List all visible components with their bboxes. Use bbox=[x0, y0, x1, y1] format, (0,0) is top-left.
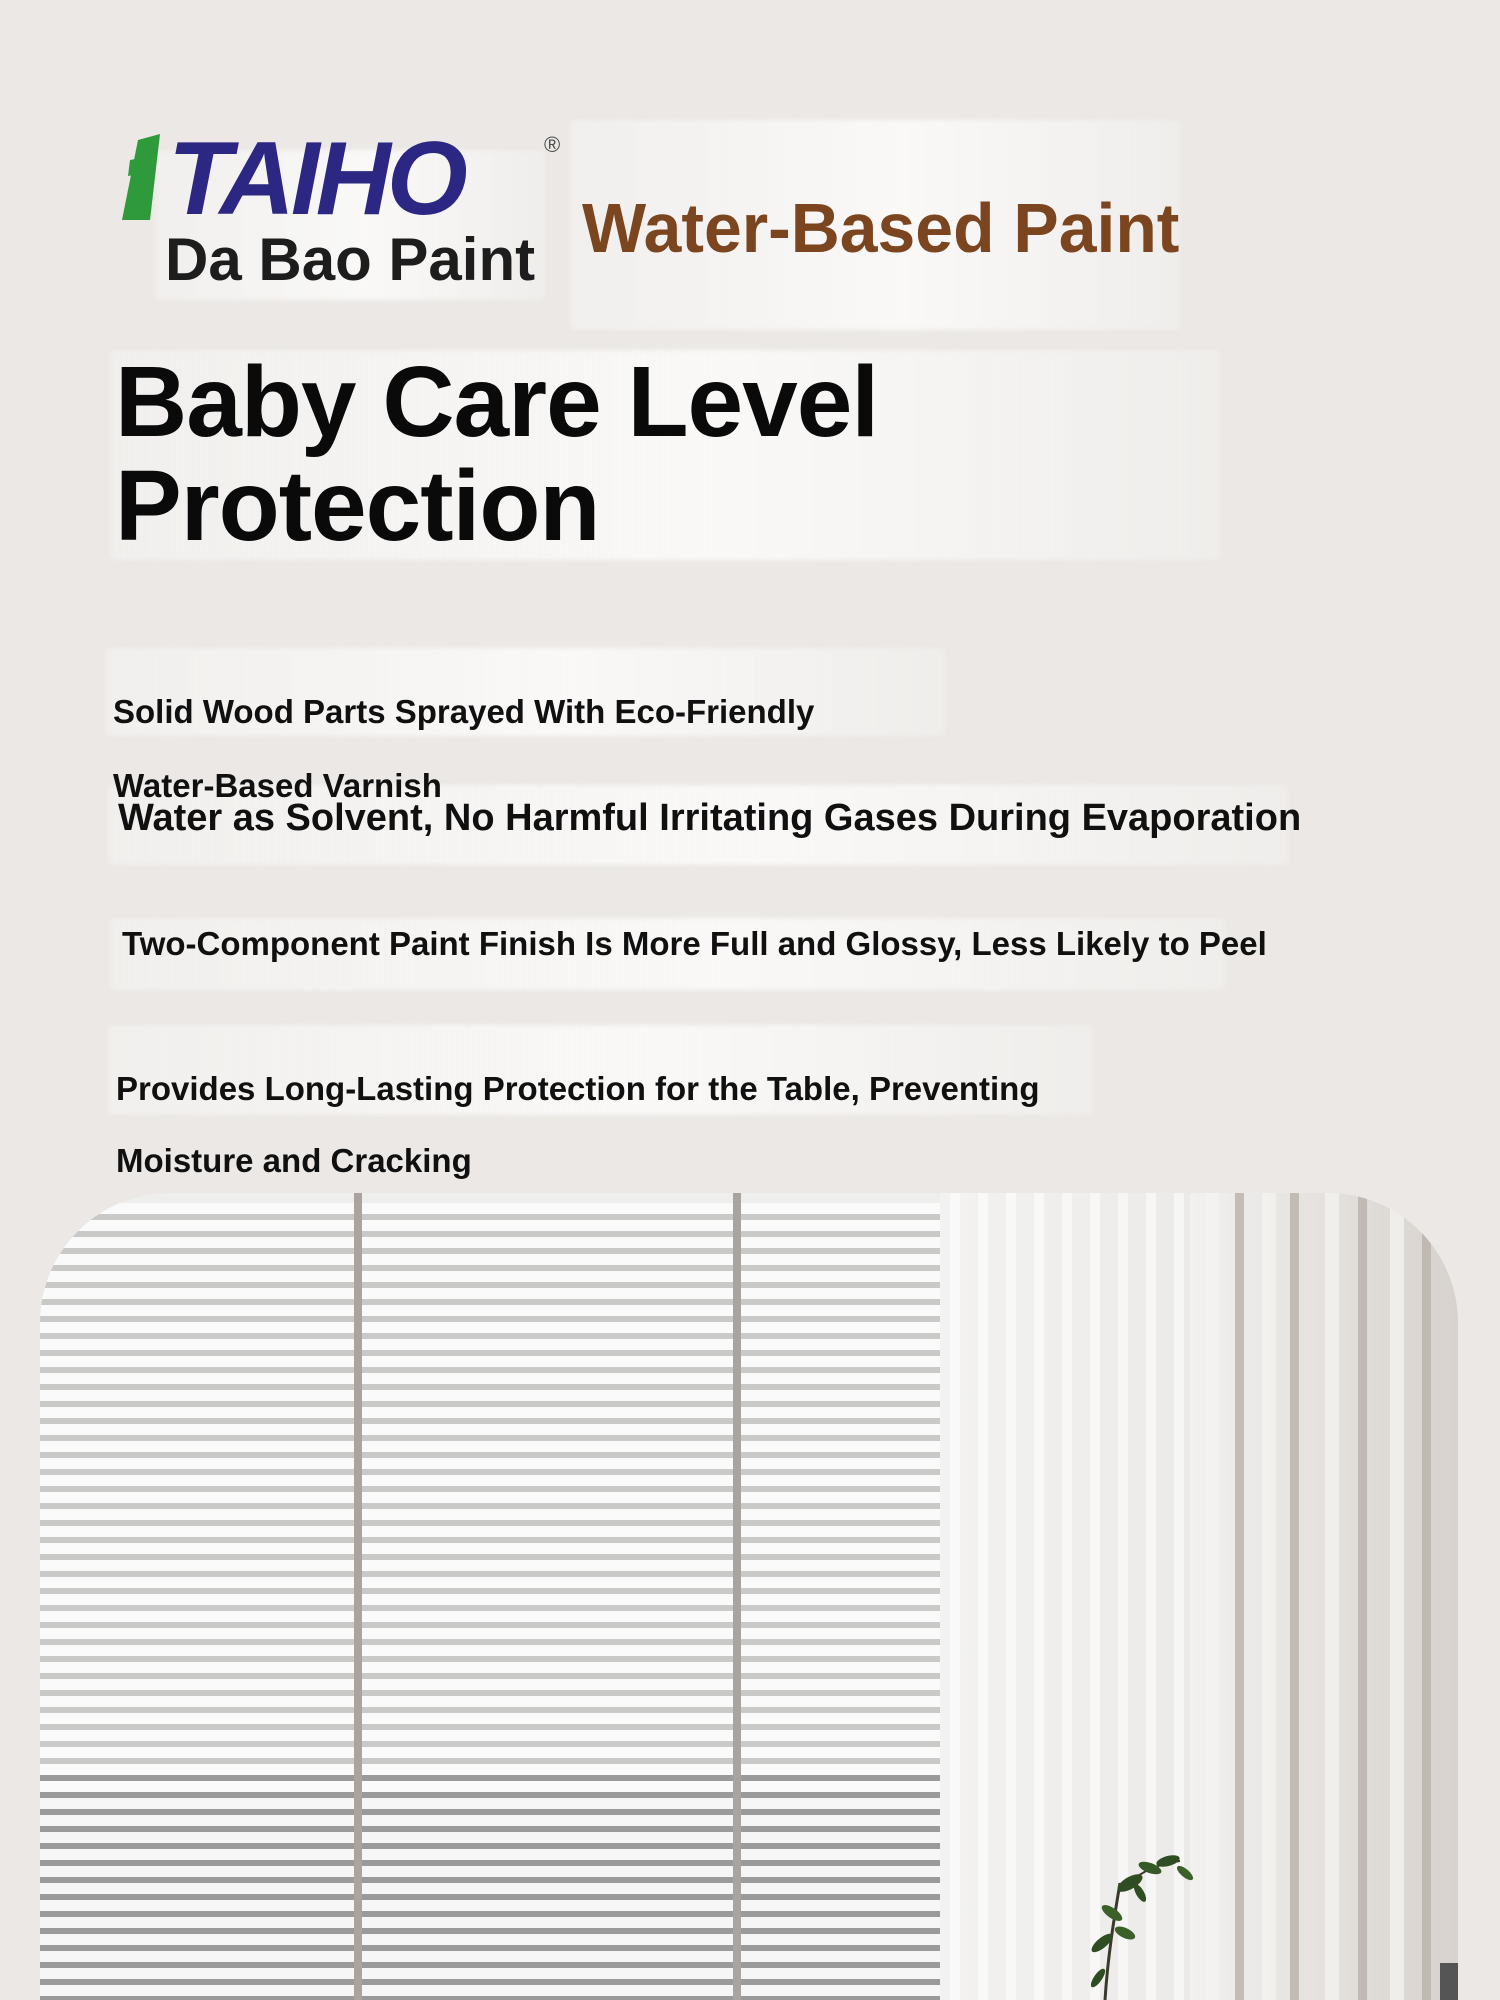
curtain-fold bbox=[1390, 1193, 1404, 2000]
blind-gap bbox=[40, 1231, 940, 1237]
blind-slat bbox=[40, 1560, 940, 1571]
blind-gap bbox=[40, 1707, 940, 1713]
blind-slat bbox=[40, 1237, 940, 1248]
blind-slat bbox=[40, 1832, 940, 1843]
blind-slat bbox=[40, 1509, 940, 1520]
blind-gap bbox=[40, 1690, 940, 1696]
blind-slat bbox=[40, 1628, 940, 1639]
curtain-fold bbox=[1325, 1193, 1339, 2000]
blind-slat bbox=[40, 1441, 940, 1452]
blind-slat bbox=[40, 1696, 940, 1707]
blind-gap bbox=[40, 1248, 940, 1254]
taiho-logo bbox=[120, 120, 570, 230]
blind-slat bbox=[40, 1373, 940, 1384]
sheer-fold bbox=[1174, 1193, 1184, 2000]
feature-2-line-1: Water as Solvent, No Harmful Irritating Gases During Evaporation bbox=[118, 797, 1302, 839]
sheer-fold bbox=[1146, 1193, 1156, 2000]
blind-slat bbox=[40, 1679, 940, 1690]
blind-slat bbox=[40, 1543, 940, 1554]
blind-slat bbox=[40, 1288, 940, 1299]
feature-item bbox=[118, 797, 1368, 839]
curtain-fold bbox=[1262, 1193, 1276, 2000]
feature-item bbox=[116, 1035, 1116, 1215]
feature-3-line-1: Two-Component Paint Finish Is More Full and Glossy, Less Likely to Peel bbox=[122, 925, 1267, 962]
blind-slat bbox=[40, 1322, 940, 1333]
blind-gap bbox=[40, 1367, 940, 1373]
logo-text: TAIHO bbox=[168, 121, 464, 230]
blind-slat bbox=[40, 1815, 940, 1826]
blind-gap bbox=[40, 1214, 940, 1220]
blind-gap bbox=[40, 1741, 940, 1747]
blind-slat bbox=[40, 1730, 940, 1741]
blind-gap bbox=[40, 1843, 940, 1849]
blind-gap bbox=[40, 1877, 940, 1883]
blind-gap bbox=[40, 1758, 940, 1764]
blind-gap bbox=[40, 1979, 940, 1985]
blind-slat bbox=[40, 1458, 940, 1469]
blind-gap bbox=[40, 1554, 940, 1560]
blind-slat bbox=[40, 1203, 940, 1214]
blind-slat bbox=[40, 1254, 940, 1265]
blind-gap bbox=[40, 1962, 940, 1968]
registered-mark: ® bbox=[544, 132, 561, 157]
blind-gap bbox=[40, 1809, 940, 1815]
sheer-fold bbox=[950, 1193, 960, 2000]
blind-slat bbox=[40, 1407, 940, 1418]
blind-slat bbox=[40, 1594, 940, 1605]
blind-gap bbox=[40, 1928, 940, 1934]
blind-gap bbox=[40, 1945, 940, 1951]
headline-line-1: Baby Care Level bbox=[115, 346, 879, 458]
curtain-fold bbox=[1235, 1193, 1244, 2000]
blind-gap bbox=[40, 1826, 940, 1832]
blind-gap bbox=[40, 1486, 940, 1492]
sheer-fold bbox=[978, 1193, 988, 2000]
blind-gap bbox=[40, 1911, 940, 1917]
blind-gap bbox=[40, 1571, 940, 1577]
product-type-title: Water-Based Paint bbox=[582, 189, 1180, 267]
blind-gap bbox=[40, 1401, 940, 1407]
curtain-fold bbox=[1205, 1193, 1219, 2000]
blind-gap bbox=[40, 1656, 940, 1662]
blind-gap bbox=[40, 1639, 940, 1645]
blind-slat bbox=[40, 1900, 940, 1911]
blind-gap bbox=[40, 1996, 940, 2000]
feature-1-line-1: Solid Wood Parts Sprayed With Eco-Friendly bbox=[113, 693, 815, 730]
feature-item bbox=[122, 925, 1322, 962]
blind-gap bbox=[40, 1622, 940, 1628]
blind-gap bbox=[40, 1724, 940, 1730]
blind-slat bbox=[40, 1764, 940, 1775]
brand-name: Da Bao Paint bbox=[165, 226, 536, 293]
blind-gap bbox=[40, 1435, 940, 1441]
blind-gap bbox=[40, 1605, 940, 1611]
blind-gap bbox=[40, 1316, 940, 1322]
blind-slat bbox=[40, 1662, 940, 1673]
sheer-fold bbox=[1006, 1193, 1016, 2000]
window-blinds-image bbox=[40, 1193, 1458, 2000]
blind-slat bbox=[40, 1424, 940, 1435]
blind-gap bbox=[40, 1384, 940, 1390]
blind-slat bbox=[40, 1611, 940, 1622]
blind-gap bbox=[40, 1452, 940, 1458]
blind-slat bbox=[40, 1492, 940, 1503]
headline-line-2: Protection bbox=[115, 450, 600, 562]
blind-slat bbox=[40, 1645, 940, 1656]
blind-slat bbox=[40, 1339, 940, 1350]
wall-switch bbox=[1440, 1963, 1458, 2000]
feature-4-line-2: Moisture and Cracking bbox=[116, 1142, 472, 1179]
blind-slat bbox=[40, 1356, 940, 1367]
blind-gap bbox=[40, 1282, 940, 1288]
blind-slat bbox=[40, 1577, 940, 1588]
feature-4-line-1: Provides Long-Lasting Protection for the Table, Preventing bbox=[116, 1070, 1040, 1107]
blind-slat bbox=[40, 1713, 940, 1724]
sheer-fold bbox=[1090, 1193, 1100, 2000]
blind-gap bbox=[40, 1265, 940, 1271]
blind-gap bbox=[40, 1537, 940, 1543]
blind-slat bbox=[40, 1968, 940, 1979]
blind-gap bbox=[40, 1503, 940, 1509]
blind-gap bbox=[40, 1894, 940, 1900]
blind-slat bbox=[40, 1781, 940, 1792]
headline bbox=[115, 346, 1165, 562]
blind-slat bbox=[40, 1220, 940, 1231]
blind-gap bbox=[40, 1469, 940, 1475]
blind-gap bbox=[40, 1588, 940, 1594]
blind-gap bbox=[40, 1673, 940, 1679]
blind-slat bbox=[40, 1917, 940, 1928]
taiho-logo-icon bbox=[120, 120, 570, 230]
blind-slat bbox=[40, 1747, 940, 1758]
blind-slat bbox=[40, 1305, 940, 1316]
blind-gap bbox=[40, 1792, 940, 1798]
sheer-fold bbox=[1034, 1193, 1044, 2000]
sheer-fold bbox=[1062, 1193, 1072, 2000]
window-blinds-photo bbox=[40, 1193, 1458, 2000]
blind-gap bbox=[40, 1775, 940, 1781]
blind-slat bbox=[40, 1271, 940, 1282]
blind-slat bbox=[40, 1798, 940, 1809]
blind-gap bbox=[40, 1299, 940, 1305]
blind-slat bbox=[40, 1849, 940, 1860]
blind-slat bbox=[40, 1390, 940, 1401]
feature-1-line-2: Water-Based Varnish bbox=[113, 767, 442, 804]
blind-slat bbox=[40, 1934, 940, 1945]
blind-gap bbox=[40, 1333, 940, 1339]
blind-slat bbox=[40, 1951, 940, 1962]
curtain-fold bbox=[1358, 1193, 1367, 2000]
blind-slat bbox=[40, 1866, 940, 1877]
blind-slat bbox=[40, 1883, 940, 1894]
blind-slat bbox=[40, 1475, 940, 1486]
blind-gap bbox=[40, 1860, 940, 1866]
blind-slat bbox=[40, 1526, 940, 1537]
blind-gap bbox=[40, 1350, 940, 1356]
curtain-fold bbox=[1422, 1193, 1431, 2000]
blind-gap bbox=[40, 1418, 940, 1424]
curtain-fold bbox=[1290, 1193, 1299, 2000]
blind-gap bbox=[40, 1520, 940, 1526]
blind-slat bbox=[40, 1985, 940, 1996]
